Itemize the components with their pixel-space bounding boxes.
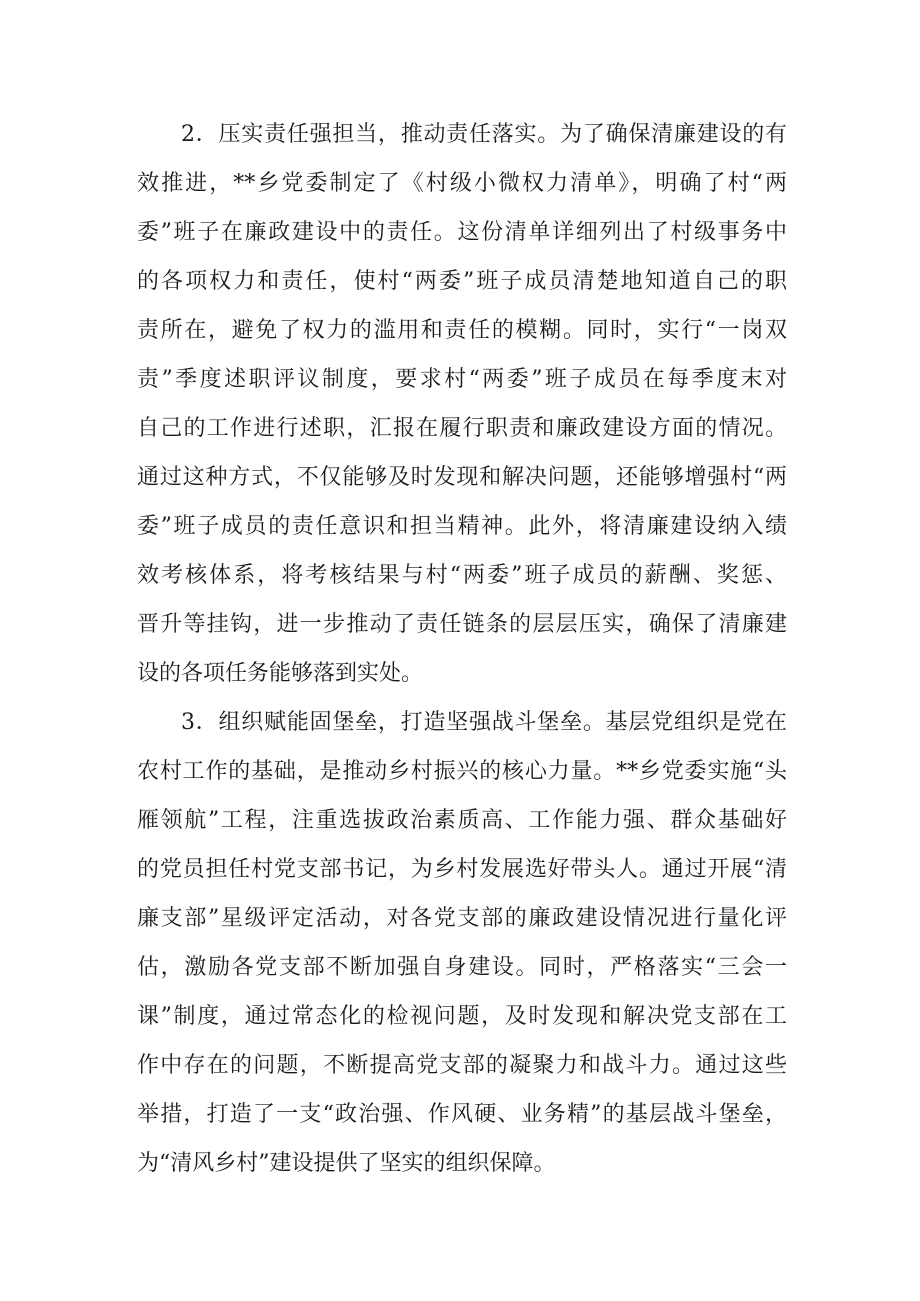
paragraph-line: 设的各项任务能够落到实处。 (137, 661, 424, 686)
paragraph-line: 廉支部”星级评定活动，对各党支部的廉政建设情况进行量化评 (137, 906, 787, 931)
paragraph-line: 为“清风乡村”建设提供了坚实的组织保障。 (137, 1151, 556, 1176)
paragraph-line: 效考核体系，将考核结果与村“两委”班子成员的薪酬、奖惩、 (137, 563, 787, 588)
paragraph-line: 委”班子在廉政建设中的责任。这份清单详细列出了村级事务中 (137, 220, 787, 245)
paragraph-line: 责”季度述职评议制度，要求村“两委”班子成员在每季度末对 (137, 367, 787, 392)
paragraph-line: 课”制度，通过常态化的检视问题，及时发现和解决党支部在工 (137, 1004, 787, 1029)
paragraph-line: 估，激励各党支部不断加强自身建设。同时，严格落实“三会一 (137, 955, 787, 980)
paragraph-line: 通过这种方式，不仅能够及时发现和解决问题，还能够增强村“两 (137, 465, 787, 490)
paragraph-line: 举措，打造了一支“政治强、作风硬、业务精”的基层战斗堡垒， (137, 1102, 787, 1127)
paragraph-line: 雁领航”工程，注重选拔政治素质高、工作能力强、群众基础好 (137, 808, 787, 833)
paragraph-line: 农村工作的基础，是推动乡村振兴的核心力量。**乡党委实施“头 (137, 759, 787, 784)
paragraph-line: 自己的工作进行述职，汇报在履行职责和廉政建设方面的情况。 (137, 416, 787, 441)
paragraph-line: 的各项权力和责任，使村“两委”班子成员清楚地知道自己的职 (137, 269, 787, 294)
paragraph-line: 委”班子成员的责任意识和担当精神。此外，将清廉建设纳入绩 (137, 514, 787, 539)
paragraph-line: 3．组织赋能固堡垒，打造坚强战斗堡垒。基层党组织是党在 (181, 710, 787, 735)
paragraph-line: 责所在，避免了权力的滥用和责任的模糊。同时，实行“一岗双 (137, 318, 787, 343)
paragraph-line: 2．压实责任强担当，推动责任落实。为了确保清廉建设的有 (181, 122, 787, 147)
paragraph-line: 的党员担任村党支部书记，为乡村发展选好带头人。通过开展“清 (137, 857, 787, 882)
paragraph-line: 作中存在的问题，不断提高党支部的凝聚力和战斗力。通过这些 (137, 1053, 787, 1078)
paragraph-line: 晋升等挂钩，进一步推动了责任链条的层层压实，确保了清廉建 (137, 612, 787, 637)
paragraph-line: 效推进，**乡党委制定了《村级小微权力清单》，明确了村“两 (137, 171, 787, 196)
